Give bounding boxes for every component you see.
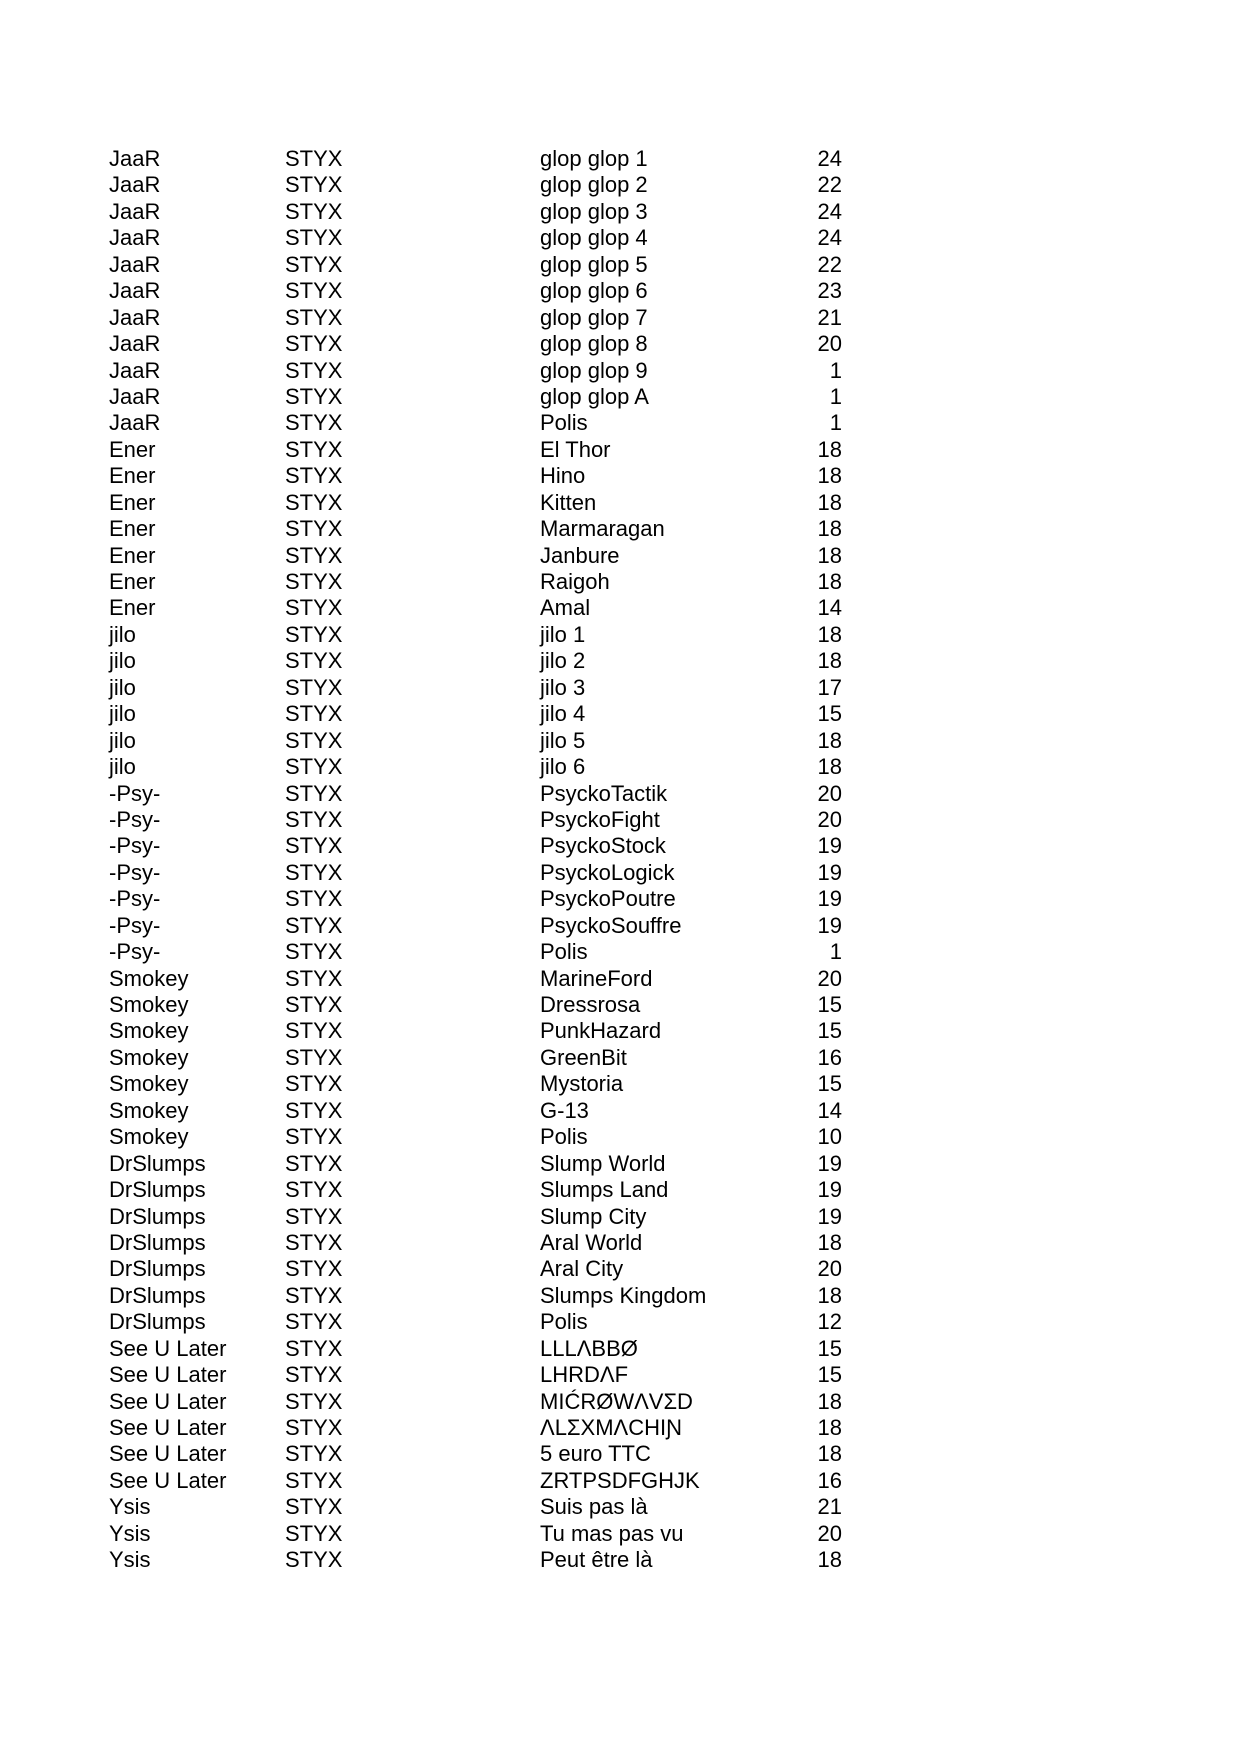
artist-cell: DrSlumps <box>109 1282 206 1308</box>
label-cell: STYX <box>285 542 343 568</box>
table-row <box>0 648 1241 674</box>
label-cell: STYX <box>285 1256 343 1282</box>
label-cell: STYX <box>285 1415 343 1440</box>
title-cell: Kitten <box>540 489 597 515</box>
count-cell: 22 <box>817 172 842 198</box>
label-cell: STYX <box>285 648 343 674</box>
label-cell: STYX <box>285 1203 343 1229</box>
table-row <box>0 1018 1241 1044</box>
artist-cell: DrSlumps <box>109 1150 206 1176</box>
table-row <box>0 1389 1241 1415</box>
count-cell: 18 <box>817 1441 842 1467</box>
table-row <box>0 622 1241 648</box>
table-row <box>0 1177 1241 1203</box>
count-cell: 18 <box>817 1229 842 1255</box>
count-cell: 21 <box>817 1494 842 1520</box>
table-row <box>0 490 1241 516</box>
table-row <box>0 1098 1241 1124</box>
table-row <box>0 781 1241 807</box>
count-cell: 19 <box>817 1177 842 1203</box>
count-cell: 18 <box>817 727 842 753</box>
label-cell: STYX <box>285 1335 343 1361</box>
artist-cell: Ener <box>109 516 156 542</box>
title-cell: G-13 <box>540 1097 589 1123</box>
title-cell: MarineFord <box>540 965 653 991</box>
label-cell: STYX <box>285 727 343 753</box>
artist-cell: Smokey <box>109 1044 189 1070</box>
title-cell: Janbure <box>540 542 620 568</box>
artist-cell: Smokey <box>109 992 189 1017</box>
count-cell: 15 <box>817 992 842 1017</box>
title-cell: LLLΛBBØ <box>540 1335 638 1361</box>
count-cell: 1 <box>829 357 842 383</box>
table-row <box>0 384 1241 410</box>
label-cell: STYX <box>285 410 343 436</box>
table-row <box>0 675 1241 701</box>
count-cell: 18 <box>817 463 842 489</box>
table-row <box>0 1124 1241 1150</box>
table-row <box>0 1468 1241 1494</box>
label-cell: STYX <box>285 965 343 991</box>
count-cell: 16 <box>817 1467 842 1493</box>
count-cell: 23 <box>817 278 842 304</box>
count-cell: 19 <box>817 833 842 859</box>
label-cell: STYX <box>285 1097 343 1123</box>
count-cell: 20 <box>817 780 842 806</box>
title-cell: Slumps Kingdom <box>540 1282 707 1308</box>
table-row <box>0 278 1241 304</box>
track-table <box>0 146 1241 1574</box>
count-cell: 18 <box>817 1388 842 1414</box>
label-cell: STYX <box>285 1282 343 1308</box>
title-cell: Slump City <box>540 1203 647 1229</box>
count-cell: 19 <box>817 859 842 885</box>
title-cell: Marmaragan <box>540 516 665 542</box>
table-row <box>0 146 1241 172</box>
count-cell: 18 <box>817 648 842 674</box>
label-cell: STYX <box>285 1124 343 1150</box>
artist-cell: -Psy- <box>109 859 161 885</box>
label-cell: STYX <box>285 1362 343 1388</box>
table-row <box>0 1151 1241 1177</box>
count-cell: 18 <box>817 1282 842 1308</box>
count-cell: 15 <box>817 1071 842 1097</box>
count-cell: 17 <box>817 674 842 700</box>
table-row <box>0 1547 1241 1573</box>
artist-cell: JaaR <box>109 410 161 436</box>
artist-cell: JaaR <box>109 278 161 304</box>
table-row <box>0 728 1241 754</box>
label-cell: STYX <box>285 198 343 224</box>
title-cell: Dressrosa <box>540 992 641 1017</box>
label-cell: STYX <box>285 146 343 171</box>
artist-cell: See U Later <box>109 1362 227 1388</box>
count-cell: 15 <box>817 701 842 727</box>
count-cell: 19 <box>817 912 842 938</box>
table-row <box>0 1230 1241 1256</box>
label-cell: STYX <box>285 1388 343 1414</box>
artist-cell: JaaR <box>109 357 161 383</box>
artist-cell: JaaR <box>109 331 161 357</box>
label-cell: STYX <box>285 806 343 832</box>
label-cell: STYX <box>285 1441 343 1467</box>
table-row <box>0 913 1241 939</box>
count-cell: 12 <box>817 1309 842 1335</box>
title-cell: PsyckoPoutre <box>540 886 676 912</box>
title-cell: glop glop 8 <box>540 331 648 357</box>
table-row <box>0 199 1241 225</box>
count-cell: 19 <box>817 1150 842 1176</box>
table-row <box>0 886 1241 912</box>
count-cell: 18 <box>817 621 842 647</box>
artist-cell: DrSlumps <box>109 1309 206 1335</box>
table-row <box>0 1256 1241 1282</box>
count-cell: 1 <box>829 410 842 436</box>
table-row <box>0 225 1241 251</box>
table-row <box>0 543 1241 569</box>
title-cell: PsyckoLogick <box>540 859 675 885</box>
artist-cell: See U Later <box>109 1467 227 1493</box>
title-cell: Polis <box>540 1309 588 1335</box>
artist-cell: -Psy- <box>109 806 161 832</box>
artist-cell: jilo <box>109 701 136 727</box>
table-row <box>0 860 1241 886</box>
label-cell: STYX <box>285 1044 343 1070</box>
title-cell: glop glop 2 <box>540 172 648 198</box>
label-cell: STYX <box>285 516 343 542</box>
table-row <box>0 569 1241 595</box>
label-cell: STYX <box>285 357 343 383</box>
label-cell: STYX <box>285 225 343 251</box>
title-cell: Slumps Land <box>540 1177 669 1203</box>
title-cell: jilo 6 <box>540 754 586 780</box>
label-cell: STYX <box>285 304 343 330</box>
artist-cell: JaaR <box>109 225 161 251</box>
count-cell: 22 <box>817 251 842 277</box>
count-cell: 18 <box>817 1415 842 1440</box>
title-cell: PsyckoTactik <box>540 780 668 806</box>
artist-cell: Smokey <box>109 1018 189 1044</box>
title-cell: glop glop 4 <box>540 225 648 251</box>
title-cell: Slump World <box>540 1150 666 1176</box>
label-cell: STYX <box>285 489 343 515</box>
artist-cell: JaaR <box>109 251 161 277</box>
table-row <box>0 1045 1241 1071</box>
title-cell: jilo 1 <box>540 621 586 647</box>
title-cell: PunkHazard <box>540 1018 662 1044</box>
artist-cell: See U Later <box>109 1388 227 1414</box>
count-cell: 18 <box>817 516 842 542</box>
title-cell: jilo 4 <box>540 701 586 727</box>
count-cell: 14 <box>817 595 842 621</box>
table-row <box>0 1521 1241 1547</box>
label-cell: STYX <box>285 912 343 938</box>
table-row <box>0 410 1241 436</box>
title-cell: ZRTPSDFGHJK <box>540 1467 700 1493</box>
label-cell: STYX <box>285 833 343 859</box>
title-cell: Raigoh <box>540 569 610 594</box>
title-cell: LHRDΛF <box>540 1362 629 1388</box>
artist-cell: -Psy- <box>109 912 161 938</box>
title-cell: Polis <box>540 410 588 436</box>
label-cell: STYX <box>285 383 343 409</box>
label-cell: STYX <box>285 1547 343 1573</box>
count-cell: 19 <box>817 1203 842 1229</box>
table-row <box>0 807 1241 833</box>
artist-cell: DrSlumps <box>109 1229 206 1255</box>
title-cell: GreenBit <box>540 1044 627 1070</box>
artist-cell: jilo <box>109 621 136 647</box>
artist-cell: See U Later <box>109 1441 227 1467</box>
table-row <box>0 1494 1241 1520</box>
count-cell: 18 <box>817 1547 842 1573</box>
label-cell: STYX <box>285 463 343 489</box>
label-cell: STYX <box>285 886 343 912</box>
table-row <box>0 939 1241 965</box>
label-cell: STYX <box>285 331 343 357</box>
title-cell: PsyckoStock <box>540 833 666 859</box>
count-cell: 1 <box>829 939 842 965</box>
table-row <box>0 1071 1241 1097</box>
title-cell: glop glop 6 <box>540 278 648 304</box>
artist-cell: DrSlumps <box>109 1203 206 1229</box>
count-cell: 14 <box>817 1097 842 1123</box>
label-cell: STYX <box>285 939 343 965</box>
count-cell: 18 <box>817 569 842 594</box>
title-cell: Tu mas pas vu <box>540 1520 684 1546</box>
artist-cell: JaaR <box>109 172 161 198</box>
count-cell: 20 <box>817 1520 842 1546</box>
table-row <box>0 1415 1241 1441</box>
title-cell: PsyckoSouffre <box>540 912 682 938</box>
title-cell: jilo 5 <box>540 727 586 753</box>
count-cell: 21 <box>817 304 842 330</box>
title-cell: glop glop 9 <box>540 357 648 383</box>
label-cell: STYX <box>285 674 343 700</box>
count-cell: 24 <box>817 198 842 224</box>
label-cell: STYX <box>285 251 343 277</box>
table-row <box>0 252 1241 278</box>
count-cell: 15 <box>817 1335 842 1361</box>
artist-cell: Ener <box>109 542 156 568</box>
artist-cell: jilo <box>109 727 136 753</box>
title-cell: jilo 3 <box>540 674 586 700</box>
table-row <box>0 172 1241 198</box>
table-row <box>0 754 1241 780</box>
artist-cell: jilo <box>109 674 136 700</box>
table-row <box>0 701 1241 727</box>
label-cell: STYX <box>285 701 343 727</box>
label-cell: STYX <box>285 859 343 885</box>
label-cell: STYX <box>285 569 343 594</box>
title-cell: El Thor <box>540 436 611 462</box>
artist-cell: JaaR <box>109 198 161 224</box>
table-row <box>0 463 1241 489</box>
label-cell: STYX <box>285 1520 343 1546</box>
label-cell: STYX <box>285 1177 343 1203</box>
table-row <box>0 1336 1241 1362</box>
title-cell: glop glop A <box>540 383 649 409</box>
artist-cell: jilo <box>109 648 136 674</box>
label-cell: STYX <box>285 780 343 806</box>
artist-cell: Smokey <box>109 1071 189 1097</box>
label-cell: STYX <box>285 172 343 198</box>
title-cell: Polis <box>540 1124 588 1150</box>
artist-cell: JaaR <box>109 383 161 409</box>
title-cell: Suis pas là <box>540 1494 648 1520</box>
table-row <box>0 992 1241 1018</box>
artist-cell: DrSlumps <box>109 1177 206 1203</box>
title-cell: jilo 2 <box>540 648 586 674</box>
artist-cell: jilo <box>109 754 136 780</box>
count-cell: 19 <box>817 886 842 912</box>
count-cell: 20 <box>817 331 842 357</box>
artist-cell: See U Later <box>109 1415 227 1440</box>
title-cell: MIĆRØWΛVΣD <box>540 1388 693 1414</box>
label-cell: STYX <box>285 278 343 304</box>
title-cell: glop glop 3 <box>540 198 648 224</box>
count-cell: 15 <box>817 1362 842 1388</box>
title-cell: glop glop 1 <box>540 146 648 171</box>
label-cell: STYX <box>285 1309 343 1335</box>
artist-cell: Ysis <box>109 1494 151 1520</box>
label-cell: STYX <box>285 1229 343 1255</box>
artist-cell: JaaR <box>109 146 161 171</box>
artist-cell: Ener <box>109 569 156 594</box>
table-row <box>0 305 1241 331</box>
artist-cell: Smokey <box>109 1124 189 1150</box>
artist-cell: Ener <box>109 595 156 621</box>
count-cell: 15 <box>817 1018 842 1044</box>
count-cell: 18 <box>817 436 842 462</box>
label-cell: STYX <box>285 621 343 647</box>
artist-cell: Ysis <box>109 1547 151 1573</box>
artist-cell: DrSlumps <box>109 1256 206 1282</box>
label-cell: STYX <box>285 1071 343 1097</box>
label-cell: STYX <box>285 595 343 621</box>
label-cell: STYX <box>285 1494 343 1520</box>
count-cell: 24 <box>817 225 842 251</box>
count-cell: 16 <box>817 1044 842 1070</box>
title-cell: Polis <box>540 939 588 965</box>
artist-cell: Ener <box>109 436 156 462</box>
title-cell: Aral City <box>540 1256 624 1282</box>
count-cell: 1 <box>829 383 842 409</box>
artist-cell: See U Later <box>109 1335 227 1361</box>
table-row <box>0 1441 1241 1467</box>
count-cell: 18 <box>817 489 842 515</box>
title-cell: 5 euro TTC <box>540 1441 651 1467</box>
artist-cell: Smokey <box>109 965 189 991</box>
label-cell: STYX <box>285 436 343 462</box>
artist-cell: Ener <box>109 489 156 515</box>
artist-cell: -Psy- <box>109 939 161 965</box>
count-cell: 20 <box>817 806 842 832</box>
title-cell: glop glop 5 <box>540 251 648 277</box>
title-cell: ΛLΣXMΛCHIƝ <box>540 1415 683 1440</box>
artist-cell: Smokey <box>109 1097 189 1123</box>
table-row <box>0 516 1241 542</box>
count-cell: 18 <box>817 754 842 780</box>
table-row <box>0 331 1241 357</box>
artist-cell: -Psy- <box>109 833 161 859</box>
table-row <box>0 1362 1241 1388</box>
artist-cell: JaaR <box>109 304 161 330</box>
table-row <box>0 833 1241 859</box>
artist-cell: Ener <box>109 463 156 489</box>
title-cell: Amal <box>540 595 591 621</box>
count-cell: 18 <box>817 542 842 568</box>
table-row <box>0 1309 1241 1335</box>
title-cell: Mystoria <box>540 1071 624 1097</box>
count-cell: 20 <box>817 1256 842 1282</box>
artist-cell: -Psy- <box>109 780 161 806</box>
count-cell: 20 <box>817 965 842 991</box>
label-cell: STYX <box>285 1150 343 1176</box>
count-cell: 10 <box>817 1124 842 1150</box>
table-row <box>0 437 1241 463</box>
artist-cell: -Psy- <box>109 886 161 912</box>
title-cell: glop glop 7 <box>540 304 648 330</box>
title-cell: Hino <box>540 463 586 489</box>
table-row <box>0 358 1241 384</box>
label-cell: STYX <box>285 754 343 780</box>
title-cell: Aral World <box>540 1229 643 1255</box>
label-cell: STYX <box>285 1018 343 1044</box>
title-cell: PsyckoFight <box>540 806 660 832</box>
table-row <box>0 966 1241 992</box>
label-cell: STYX <box>285 1467 343 1493</box>
label-cell: STYX <box>285 992 343 1017</box>
table-row <box>0 1283 1241 1309</box>
count-cell: 24 <box>817 146 842 171</box>
table-row <box>0 595 1241 621</box>
table-row <box>0 1204 1241 1230</box>
title-cell: Peut être là <box>540 1547 653 1573</box>
artist-cell: Ysis <box>109 1520 151 1546</box>
